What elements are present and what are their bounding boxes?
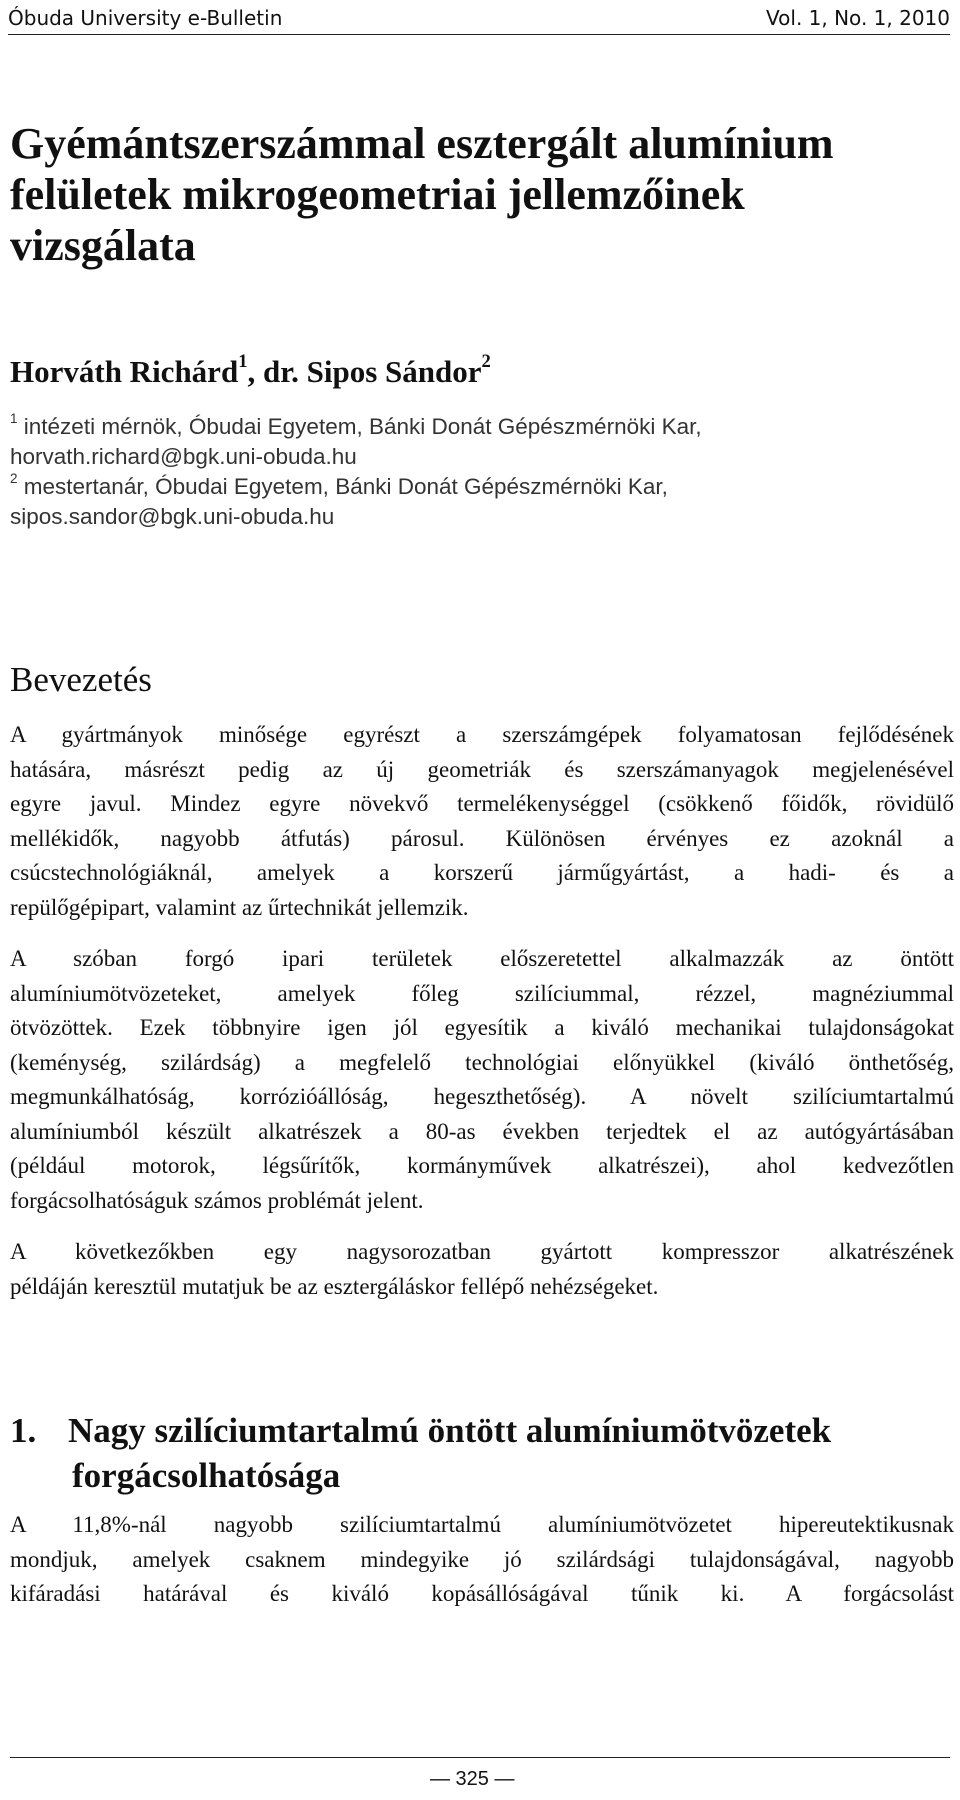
text-line: repülőgépipart, valamint az űrtechnikát jellemzik. — [10, 894, 469, 920]
affiliation-email[interactable]: horvath.richard@bgk.uni-obuda.hu — [10, 444, 357, 469]
text-line: csúcstechnológiáknál, amelyek a korszerű járműgyártást, a hadi- és a — [10, 860, 954, 885]
volume-info: Vol. 1, No. 1, 2010 — [766, 6, 950, 30]
text-line: A gyártmányok minősége egyrészt a szerszámgépek folyamatosan fejlődésének — [10, 722, 954, 747]
text-line: hatására, másrészt pedig az új geometriák és szerszámanyagok megjelenésével — [10, 756, 954, 782]
paragraph — [10, 942, 954, 1218]
author-line — [10, 350, 491, 390]
text-line: példáján keresztül mutatjuk be az esztergáláskor fellépő nehézségeket. — [10, 1273, 659, 1299]
text-line: A szóban forgó ipari területek előszeretettel alkalmazzák az öntött — [10, 946, 954, 971]
footer-divider — [10, 1757, 950, 1758]
paper-title — [10, 118, 940, 271]
section-title-line: Nagy szilíciumtartalmú öntött alumíniumötvözetek — [68, 1411, 832, 1450]
section1-body — [10, 1508, 954, 1612]
intro-body — [10, 718, 954, 1321]
text-line: ötvözöttek. Ezek többnyire igen jól egyesítik a kiváló mechanikai tulajdonságokat — [10, 1015, 954, 1040]
affiliation-line: $^2$ mestertanár, Óbudai Egyetem, Bánki Donát Gépészmérnöki Kar, — [10, 470, 668, 499]
text-line: mondjuk, amelyek csaknem mindegyike jó szilárdsági tulajdonságával, nagyobb — [10, 1546, 954, 1572]
author-name: Horváth Richárd — [10, 354, 239, 389]
paragraph — [10, 718, 954, 925]
section-title-line: forgácsolhatósága — [72, 1456, 341, 1495]
title-line: vizsgálata — [10, 221, 196, 270]
section-heading-intro: Bevezetés — [10, 660, 152, 699]
title-line: Gyémántszerszámmal esztergált alumínium — [10, 119, 834, 168]
text-line: forgácsolhatóságuk számos problémát jelent. — [10, 1187, 424, 1213]
title-line: felületek mikrogeometriai jellemzőinek — [10, 170, 745, 219]
affiliation-email[interactable]: sipos.sandor@bgk.uni-obuda.hu — [10, 504, 335, 529]
author-separator: , dr. — [247, 354, 307, 389]
text-line: alumíniumötvözeteket, amelyek főleg szilíciummal, rézzel, magnéziummal — [10, 980, 954, 1006]
author-affiliation-mark: 1 — [238, 350, 248, 372]
journal-name: Óbuda University e-Bulletin — [8, 6, 283, 30]
section-number: 1. — [10, 1411, 37, 1450]
text-line: (keménység, szilárdság) a megfelelő technológiai előnyükkel (kiváló önthetőség, — [10, 1049, 954, 1075]
text-line: megmunkálhatóság, korrózióállóság, hegeszthetőség). A növelt szilíciumtartalmú — [10, 1084, 954, 1109]
page-number: — 325 — — [430, 1768, 515, 1790]
section-heading-1 — [10, 1408, 950, 1498]
affiliations — [10, 412, 940, 532]
text-line: A következőkben egy nagysorozatban gyártott kompresszor alkatrészének — [10, 1239, 954, 1264]
text-line: mellékidők, nagyobb átfutás) párosul. Különösen érvényes ez azoknál a — [10, 825, 954, 851]
paragraph — [10, 1235, 954, 1304]
author-affiliation-mark: 2 — [481, 350, 491, 372]
affiliation-line: $^1$ intézeti mérnök, Óbudai Egyetem, Bánki Donát Gépészmérnöki Kar, — [10, 410, 702, 439]
author-name: Sipos Sándor — [306, 354, 482, 389]
text-line: A 11,8%-nál nagyobb szilíciumtartalmú alumíniumötvözetet hipereutektikusnak — [10, 1512, 954, 1537]
text-line: kifáradási határával és kiváló kopásállóságával tűnik ki. A forgácsolást — [10, 1581, 954, 1606]
text-line: egyre javul. Mindez egyre növekvő termelékenységgel (csökkenő főidők, rövidülő — [10, 791, 954, 816]
text-line: (például motorok, légsűrítők, kormányművek alkatrészei), ahol kedvezőtlen — [10, 1153, 954, 1178]
text-line: alumíniumból készült alkatrészek a 80-as években terjedtek el az autógyártásában — [10, 1118, 954, 1144]
running-header — [8, 4, 950, 35]
